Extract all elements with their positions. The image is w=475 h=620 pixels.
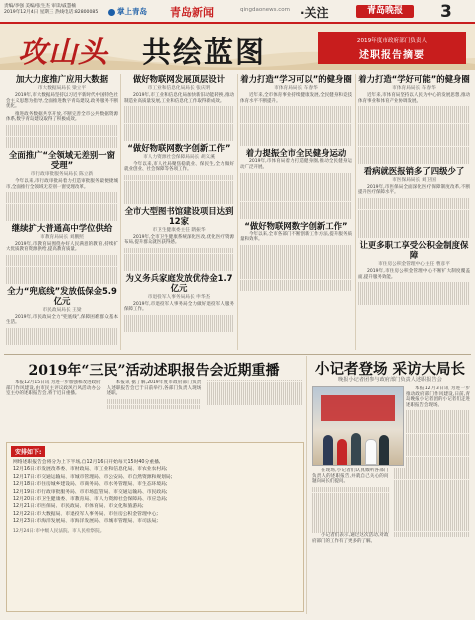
text-line-placeholder: [358, 135, 470, 141]
byline: 市工业和信息化局局长 张庆明: [147, 86, 211, 91]
text-line-placeholder: [312, 487, 389, 493]
schedule-tag: 安排如下:: [11, 446, 45, 457]
editor-line: 责编/李强 美编/张生杰 审读/戚慧楠: [4, 4, 76, 9]
schedule-row: 12月19日:市行政审批服务局、市市场监管局、市交通运输局、市民政局;: [13, 489, 168, 495]
article-text: 近年来,全市体育事业持续健康发展,全民健身和竞技体育水平不断提升。: [240, 93, 352, 104]
photo-person: [351, 433, 361, 465]
column-3: [240, 72, 352, 352]
text-line-placeholder: [124, 259, 234, 265]
headline: 全力“兜底线”发放低保金5.9亿元: [7, 285, 117, 306]
text-line-placeholder: [394, 468, 471, 474]
text-line-placeholder: [6, 278, 118, 284]
text-line-placeholder: [358, 152, 470, 158]
article-text: 近年来,市体育局坚持以人民为中心的发展思想,推动体育事业和体育产业协调发展。: [358, 93, 470, 104]
text-line-placeholder: [6, 272, 118, 278]
text-line-placeholder: [358, 141, 470, 147]
text-line-placeholder: [358, 288, 470, 294]
text-line-placeholder: [6, 334, 118, 340]
text-line-placeholder: [358, 294, 470, 300]
text-line-placeholder: [6, 328, 118, 334]
text-line-placeholder: [358, 204, 470, 210]
headline: 全面推广“全领域无差别一窗受理”: [8, 149, 115, 170]
text-line-placeholder: [207, 399, 302, 405]
text-line-placeholder: [394, 480, 471, 486]
schedule-row: 12月22日:市大数据局、市退役军人事务局、市住房公积金管理中心;: [13, 511, 158, 517]
text-line-placeholder: [6, 204, 118, 210]
lower-left-headline: 2019年“三民”活动述职报告会近期重播: [28, 363, 280, 379]
article-text: 2019年,市民政局全力“兜底线”,保障困难群众基本生活。: [6, 314, 118, 326]
text-line-placeholder: [358, 210, 470, 216]
text-line-placeholder: [240, 207, 352, 213]
text-line-placeholder: [124, 118, 234, 124]
text-line-placeholder: [124, 321, 234, 327]
article-text: 2019年,市退役军人事务局全力做好退役军人服务保障工作。: [124, 301, 234, 313]
text-line-placeholder: [124, 124, 234, 130]
text-line-placeholder: [124, 112, 234, 118]
page-number: 3: [440, 2, 452, 22]
text-line-placeholder: [358, 300, 470, 306]
text-line-placeholder: [124, 265, 234, 271]
text-line-placeholder: [240, 280, 352, 286]
column-divider: [120, 74, 121, 350]
text-line-placeholder: [394, 497, 471, 503]
text-line-placeholder: [394, 503, 471, 509]
column-4: [358, 72, 470, 352]
text-line-placeholder: [358, 124, 470, 130]
banner: [0, 24, 475, 70]
text-line-placeholder: [6, 209, 118, 215]
byline: 市大数据局局长 梁立平: [37, 86, 87, 91]
byline: 市行政审批服务局局长 陈立新: [30, 171, 94, 177]
app-logo-icon: [108, 9, 115, 16]
text-line-placeholder: [406, 451, 470, 457]
lower-left-article: [6, 380, 302, 440]
text-line-placeholder: [124, 106, 234, 112]
text-line-placeholder: [406, 428, 470, 434]
article-text: 在现场,小记者们认真倾听各部门负责人的述职报告,并就自己关心的问题向局长们提问。: [312, 468, 389, 485]
text-line-placeholder: [394, 526, 471, 532]
byline: 市退役军人事务局局长 申华杰: [147, 294, 211, 300]
headline: “做好物联网数字创新工作”: [244, 220, 348, 231]
photo-person: [323, 435, 333, 465]
column-2: [124, 72, 234, 352]
app-logo-label: 掌上青岛: [117, 7, 147, 16]
column-divider: [237, 74, 238, 350]
text-line-placeholder: [406, 439, 470, 445]
article-text: 2019年,市教育局围绕办好人民满意的教育,持续扩大优质教育资源供给,提高教育质量。: [6, 241, 118, 253]
byline: 市卫生健康委主任 隋振华: [152, 227, 206, 233]
text-line-placeholder: [240, 129, 352, 135]
byline: 市民政局局长 王梁: [42, 307, 82, 313]
article-text: 今年以来,全市各部门不断创新工作方法,提升服务质量和效率。: [240, 231, 352, 243]
article-text: 2019年,市大数据局坚持以习近平新时代中国特色社会主义思想为指导,全面推进数字青岛建设,政务服务不断优化。: [6, 93, 118, 110]
lower-right-subhead: 晚报小记者团参与政府部门负责人述职报告会: [338, 377, 442, 383]
article-text: 本报讯 据了解,2019年度市政府部门负责人述职报告会已于日前举行,各部门负责人现场述职。: [106, 380, 202, 397]
text-line-placeholder: [358, 282, 470, 288]
site-url: qingdaonews.com: [240, 7, 290, 13]
text-line-placeholder: [240, 262, 352, 268]
text-line-placeholder: [406, 410, 470, 416]
text-line-placeholder: [312, 498, 389, 504]
text-line-placeholder: [6, 137, 118, 143]
column-divider: [306, 356, 307, 614]
schedule-header: 网络述职报告会将分为上下半场,自12月16日开始每天15时40分重播,: [13, 460, 161, 465]
headline: 着力提振全市全民健身运动: [245, 148, 347, 159]
headline: 继续扩大普通高中学位供给: [11, 222, 113, 233]
text-line-placeholder: [358, 227, 470, 233]
text-line-placeholder: [312, 516, 389, 522]
lower-right-headline: 小记者登场 采访大局长: [314, 361, 466, 378]
text-line-placeholder: [124, 248, 234, 254]
headline: 让更多职工享受公积金制度保障: [359, 240, 469, 261]
text-line-placeholder: [394, 474, 471, 480]
article-text: 小记者们表示,通过这次活动,对政府部门的工作有了更多的了解。: [312, 533, 389, 544]
text-line-placeholder: [6, 125, 118, 131]
text-line-placeholder: [124, 135, 234, 141]
text-line-placeholder: [394, 485, 471, 491]
column-divider: [355, 74, 356, 350]
event-photo: [312, 386, 404, 466]
app-logo: [108, 6, 147, 17]
text-line-placeholder: [240, 251, 352, 257]
text-line-placeholder: [6, 192, 118, 198]
text-line-placeholder: [312, 493, 389, 499]
text-line-placeholder: [240, 124, 352, 130]
text-line-placeholder: [6, 267, 118, 273]
text-line-placeholder: [312, 527, 389, 533]
text-line-placeholder: [358, 147, 470, 153]
byline: 市医保局局长 刘卫国: [392, 177, 436, 183]
schedule-row: 12月17日:市交通运输局、市城市管理局、市公安局、市自然资源和规划局;: [13, 474, 173, 480]
text-line-placeholder: [124, 175, 234, 181]
text-line-placeholder: [240, 245, 352, 251]
text-line-placeholder: [358, 106, 470, 112]
schedule-row: 12月23日:市海洋发展局、市海洋发展局、市城市管理局、市司法局;: [13, 519, 158, 525]
text-line-placeholder: [358, 198, 470, 204]
article-text: 2019年,市住房公积金管理中心不断扩大制度覆盖面,提升服务效能。: [358, 269, 470, 280]
text-line-placeholder: [207, 393, 302, 399]
text-line-placeholder: [358, 215, 470, 221]
text-line-placeholder: [358, 129, 470, 135]
byline: 市体育局局长 车春华: [392, 86, 436, 91]
section-separator: [4, 354, 471, 355]
text-line-placeholder: [394, 508, 471, 514]
banner-title-left: 攻山头: [18, 35, 109, 69]
text-line-placeholder: [124, 181, 234, 187]
banner-box: [318, 32, 466, 64]
article-text: 今年以来,市行政审批局着力打造审批服务最便捷城市,全面推行全领域无差别一窗受理改革。: [6, 178, 118, 190]
text-line-placeholder: [124, 129, 234, 135]
byline: 市人力资源社会保障局局长 胡义溪: [143, 154, 215, 160]
masthead: [0, 0, 475, 22]
newspaper-brand: 青岛晚报: [356, 5, 414, 18]
photo-person: [365, 439, 377, 465]
text-line-placeholder: [240, 141, 352, 147]
text-line-placeholder: [312, 504, 389, 510]
article-text: 2019年,全市卫生健康系统深化医改,优化医疗资源布局,提升群众就医获得感。: [124, 234, 234, 246]
text-line-placeholder: [394, 491, 471, 497]
section-title: ·关注: [300, 6, 329, 20]
column-1: [6, 72, 118, 352]
text-line-placeholder: [240, 190, 352, 196]
headline: 着力打造“学好可能”的健身圈: [358, 74, 470, 84]
masthead-info: [4, 4, 104, 15]
text-line-placeholder: [124, 326, 234, 332]
headline: 加大力度推广应用大数据: [15, 74, 109, 84]
text-line-placeholder: [240, 173, 352, 179]
article-text: 今年以来,市人社局聚焦稳就业、保民生,全力做好就业创业、社会保障等各项工作。: [124, 161, 234, 173]
text-line-placeholder: [240, 106, 352, 112]
text-line-placeholder: [312, 521, 389, 527]
article-text: 本报12月15日讯 为进一步加强和改进政府部门作风建设,由市民主评议政风行风活动办公室主办的述职报告会,将于近日重播。: [6, 380, 101, 397]
text-line-placeholder: [240, 178, 352, 184]
headline: 看病就医报销多了四级少了: [363, 165, 465, 176]
site-logo: 青岛新闻: [170, 6, 214, 19]
text-line-placeholder: [358, 112, 470, 118]
text-line-placeholder: [240, 118, 352, 124]
text-line-placeholder: [358, 118, 470, 124]
text-line-placeholder: [6, 142, 118, 148]
text-line-placeholder: [240, 202, 352, 208]
schedule-row: 12月18日:市住房城乡建设局、市商务局、市水务管理局、市生态环境局;: [13, 482, 168, 488]
text-line-placeholder: [6, 198, 118, 204]
photo-person: [379, 435, 389, 465]
byline: 市住房公积金管理中心主任 曹彦平: [378, 262, 450, 268]
text-line-placeholder: [312, 510, 389, 516]
schedule-note: 12月24日:市中级人民法院、市人民检察院。: [13, 528, 105, 534]
text-line-placeholder: [240, 213, 352, 219]
text-line-placeholder: [6, 339, 118, 345]
headline: 全市大型图书馆建设项目达到12家: [124, 205, 234, 226]
headline: 做好物联网发展顶层设计: [132, 74, 226, 84]
article-text: 2019年,市体育局着力打造健身圈,推动全民健身运动广泛开展。: [240, 159, 352, 171]
text-line-placeholder: [240, 184, 352, 190]
text-line-placeholder: [358, 158, 470, 164]
article-text: 本报12月3日讯 为进一步推动政府部门作风建设,日前,青岛晚报小记者团的小记者们走进述职报告会现场。: [406, 386, 470, 408]
text-line-placeholder: [124, 315, 234, 321]
text-line-placeholder: [124, 254, 234, 260]
banner-box-line1: 2019年度市政府部门负责人: [356, 38, 428, 44]
schedule-row: 12月20日:市卫生健康委、市教育局、市人力资源社会保障局、市应急局;: [13, 497, 168, 503]
text-line-placeholder: [240, 196, 352, 202]
schedule-row: 12月21日:市医保局、市民政局、市体育局、市文化和旅游局;: [13, 504, 144, 510]
date-line: 2019年12月4日 星期三 热线电话:82800085: [4, 9, 99, 15]
text-line-placeholder: [406, 445, 470, 451]
schedule-row: 12月16日:市发展改革委、市财政局、市工业和信息化局、市农业农村局;: [13, 467, 168, 473]
text-line-placeholder: [406, 416, 470, 422]
text-line-placeholder: [6, 261, 118, 267]
text-line-placeholder: [240, 285, 352, 291]
text-line-placeholder: [207, 382, 302, 388]
photo-person: [337, 439, 347, 465]
byline: 市教育局局长 刘鹏照: [40, 234, 84, 240]
text-line-placeholder: [406, 434, 470, 440]
banner-title-main: 共绘蓝图: [142, 35, 267, 69]
headline: 为义务兵家庭发放优待金1.7亿元: [125, 272, 233, 293]
text-line-placeholder: [6, 215, 118, 221]
photo-stage-screen: [321, 395, 395, 421]
article-text: 2019年,市医保局全面深化医疗保障制度改革,不断提升医疗保障水平。: [358, 184, 470, 196]
lower-right-article: [312, 468, 470, 610]
article-text: 推进政务数据共享开放,不断完善全市公共数据资源体系,数字青岛建设取得了积极成效。: [6, 111, 118, 123]
text-line-placeholder: [240, 135, 352, 141]
text-line-placeholder: [124, 192, 234, 198]
schedule-box: [6, 442, 304, 612]
headline: 着力打造“学习可以”的健身圈: [240, 74, 352, 84]
text-line-placeholder: [394, 520, 471, 526]
banner-box-line2: 述职报告摘要: [359, 50, 425, 61]
text-line-placeholder: [124, 198, 234, 204]
text-line-placeholder: [406, 457, 470, 463]
text-line-placeholder: [240, 256, 352, 262]
text-line-placeholder: [124, 186, 234, 192]
text-line-placeholder: [394, 532, 471, 538]
byline: 市体育局局长 车春华: [274, 86, 318, 91]
text-line-placeholder: [207, 387, 302, 393]
text-line-placeholder: [240, 112, 352, 118]
schedule-list: [13, 459, 297, 534]
text-line-placeholder: [240, 274, 352, 280]
text-line-placeholder: [394, 514, 471, 520]
text-line-placeholder: [6, 255, 118, 261]
text-line-placeholder: [6, 131, 118, 137]
text-line-placeholder: [240, 268, 352, 274]
text-line-placeholder: [406, 422, 470, 428]
text-line-placeholder: [358, 233, 470, 239]
text-line-placeholder: [107, 399, 202, 405]
headline: “做好物联网数字创新工作”: [127, 142, 231, 153]
article-text: 2019年,市工业和信息化局加快新旧动能转换,推动制造业高质量发展,工业和信息化工作取得新成效。: [124, 93, 234, 104]
text-line-placeholder: [358, 221, 470, 227]
